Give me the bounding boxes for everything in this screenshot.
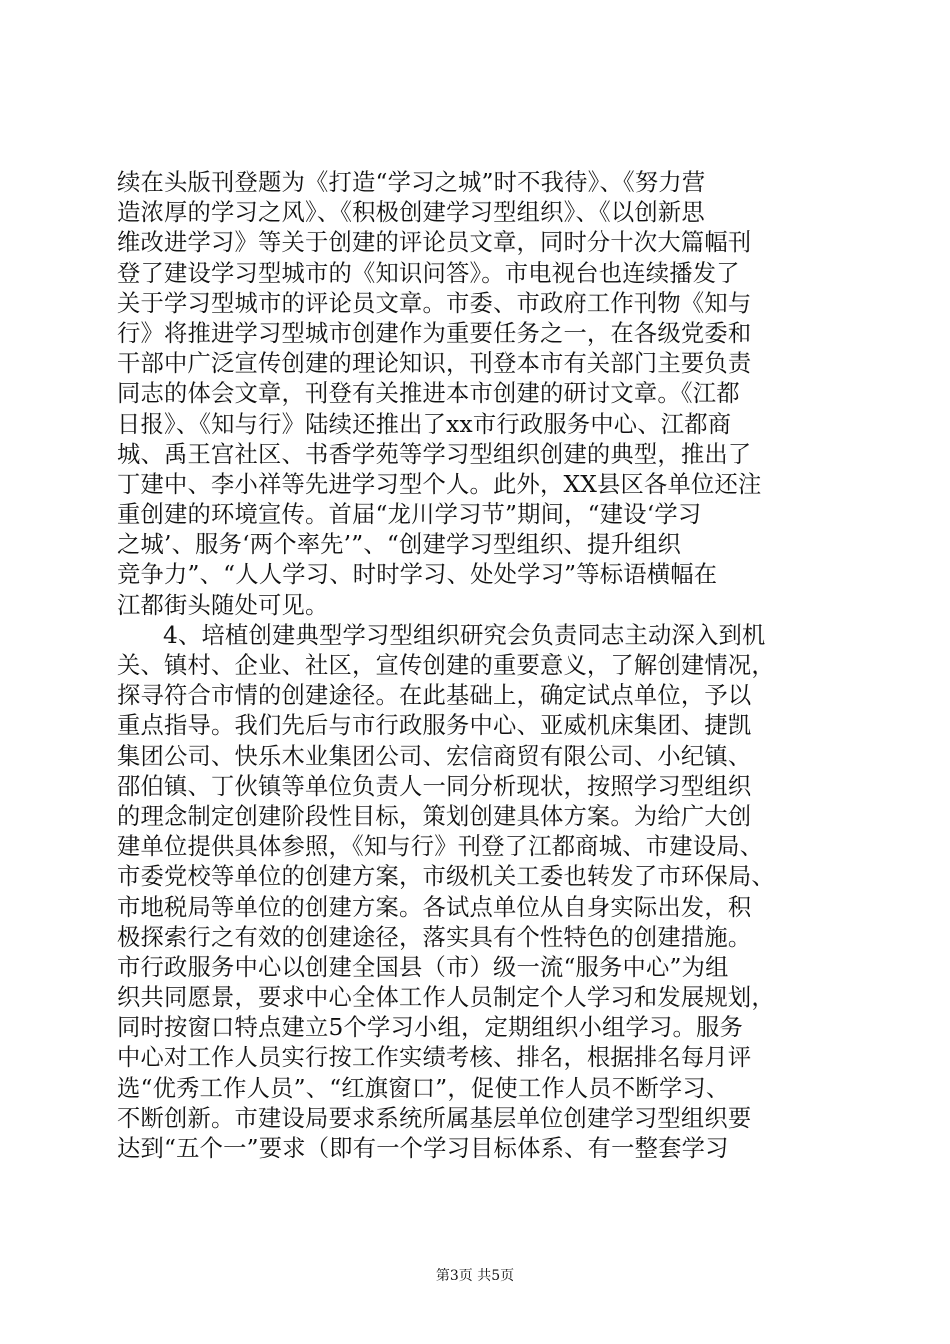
text-line: 建单位提供具体参照，《知与行》刊登了江都商城、市建设局、 (117, 833, 764, 861)
text-line: 同志的体会文章，刊登有关推进本市创建的研讨文章。《江都 (117, 380, 740, 408)
text-line: 关于学习型城市的评论员文章。市委、市政府工作刊物《知与 (117, 289, 752, 317)
text-line: 造浓厚的学习之风》、《积极创建学习型组织》、《以创新思 (117, 199, 705, 227)
text-line: 达到“五个一”要求（即有一个学习目标体系、有一整套学习 (117, 1135, 729, 1162)
text-line: 市地税局等单位的创建方案。各试点单位从自身实际出发，积 (117, 893, 752, 921)
text-line: 关、镇村、企业、社区，宣传创建的重要意义，了解创建情况， (117, 652, 775, 679)
text-line: 不断创新。市建设局要求系统所属基层单位创建学习型组织要 (117, 1104, 752, 1132)
text-line: 江都街头随处可见。 (117, 591, 329, 619)
text-line: 城、禹王宫社区、书香学苑等学习型组织创建的典型，推出了 (117, 440, 752, 468)
text-line: 邵伯镇、丁伙镇等单位负责人一同分析现状，按照学习型组织 (117, 772, 752, 800)
text-line: 登了建设学习型城市的《知识问答》。市电视台也连续播发了 (117, 259, 740, 287)
text-line: 集团公司、快乐木业集团公司、宏信商贸有限公司、小纪镇、 (117, 742, 752, 770)
text-line: 的理念制定创建阶段性目标，策划创建具体方案。为给广大创 (117, 802, 752, 830)
text-line: 织共同愿景，要求中心全体工作人员制定个人学习和发展规划， (117, 984, 775, 1012)
text-line: 续在头版刊登题为《打造“学习之城”时不我待》、《努力营 (117, 169, 706, 196)
text-line: 竞争力”、“人人学习、时时学习、处处学习”等标语横幅在 (117, 561, 718, 589)
text-line: 行》将推进学习型城市创建作为重要任务之一，在各级党委和 (117, 319, 752, 347)
text-line: 极探索行之有效的创建途径，落实具有个性特色的创建措施。 (117, 923, 752, 951)
text-line: 之城’、服务‘两个率先’”、“创建学习型组织、提升组织 (117, 531, 681, 559)
document-body (117, 168, 833, 1164)
text-line: 重创建的环境宣传。首届“龙川学习节”期间，“建设‘学习 (117, 501, 702, 529)
text-line: 同时按窗口特点建立5个学习小组，定期组织小组学习。服务 (117, 1014, 743, 1042)
page-number-footer: 第3页 共5页 (435, 1268, 515, 1284)
text-line: 中心对工作人员实行按工作实绩考核、排名，根据排名每月评 (117, 1044, 752, 1072)
text-line: 维改进学习》等关于创建的评论员文章，同时分十次大篇幅刊 (117, 229, 752, 257)
text-line: 市行政服务中心以创建全国县（市）级一流“服务中心”为组 (117, 953, 729, 981)
text-line: 4、培植创建典型学习型组织研究会负责同志主动深入到机 (163, 621, 766, 649)
text-line: 丁建中、李小祥等先进学习型个人。此外，XX县区各单位还注 (117, 470, 762, 498)
text-line: 日报》、《知与行》陆续还推出了xx市行政服务中心、江都商 (117, 410, 732, 438)
text-line: 市委党校等单位的创建方案，市级机关工委也转发了市环保局、 (117, 863, 775, 891)
text-line: 重点指导。我们先后与市行政服务中心、亚威机床集团、捷凯 (117, 712, 752, 740)
text-line: 选“优秀工作人员”、“红旗窗口”，促使工作人员不断学习、 (117, 1074, 730, 1102)
text-line: 干部中广泛宣传创建的理论知识，刊登本市有关部门主要负责 (117, 350, 752, 378)
text-line: 探寻符合市情的创建途径。在此基础上，确定试点单位，予以 (117, 682, 752, 710)
